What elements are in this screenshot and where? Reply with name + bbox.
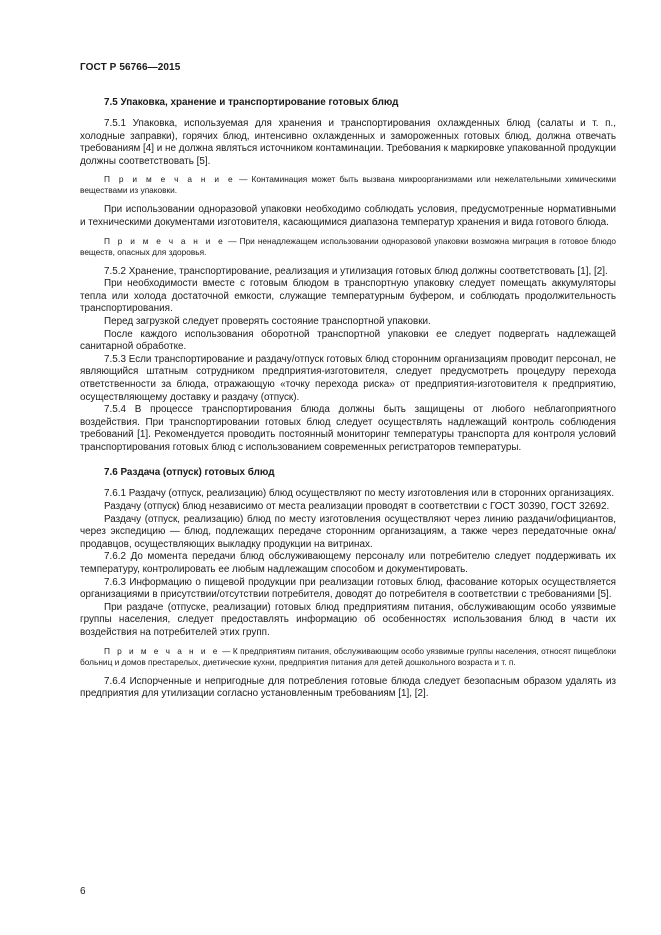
section-title: 7.5 Упаковка, хранение и транспортирование готовых блюд <box>104 97 399 108</box>
paragraph: 7.5.4 В процессе транспортирования блюда должны быть защищены от любого неблагоприятного воздействия. При транспортировании готовых блюд следует осуществлять надлежащий контроль соблюдения требований [1]. Рекомендуется проводить постоянный мониторинг температуры транспорта для контроля условий транспортирования готовых блюд с использованием современных регистраторов температуры. <box>80 404 616 453</box>
paragraph: Раздачу (отпуск, реализацию) блюд по месту изготовления осуществляют через линию раздачи/официантов, через экспедицию — блюд, подлежащих передаче сторонним организациям, а также через передаточные окна/продавцов, осуществляющих выкладку продукции на витринах. <box>80 513 616 550</box>
section-title: 7.6 Раздача (отпуск) готовых блюд <box>104 467 275 479</box>
note-label: П р и м е ч а н и е <box>104 645 220 656</box>
note <box>80 646 616 668</box>
document-body <box>80 88 616 701</box>
paragraph: После каждого использования оборотной транспортной упаковки ее следует подвергать надлежащей санитарной обработке. <box>80 328 616 353</box>
note-label: П р и м е ч а н и е <box>104 174 235 185</box>
paragraph: 7.6.1 Раздачу (отпуск, реализацию) блюд осуществляют по месту изготовления или в сторонних организациях. <box>104 488 615 500</box>
note <box>80 236 616 258</box>
paragraph: Перед загрузкой следует проверять состояние транспортной упаковки. <box>104 315 431 327</box>
note <box>80 174 616 196</box>
paragraph: 7.6.4 Испорченные и непригодные для потребления готовые блюда следует безопасным образом удалять из предприятия для утилизации согласно установленным требованиям [1], [2]. <box>80 675 616 700</box>
paragraph: 7.6.2 До момента передачи блюд обслуживающему персоналу или потребителю следует поддерживать их температуру, контролировать ее любым надлежащим способом и документировать. <box>80 551 616 576</box>
document-header: ГОСТ Р 56766—2015 <box>80 62 181 73</box>
note-text: — К предприятиям питания, обслуживающим особо уязвимые группы населения, относят пищеблоки больниц и домов престарелых, диетические кухни, предприятия питания для детей дошкольного возраста и т. п. <box>80 645 616 667</box>
paragraph: Раздачу (отпуск) блюд независимо от места реализации проводят в соответствии с ГОСТ 30390, ГОСТ 32692. <box>104 501 610 513</box>
note-text: — При ненадлежащем использовании одноразовой упаковки возможна миграция в готовое блюдо веществ, опасных для здоровья. <box>80 235 616 257</box>
paragraph: 7.5.3 Если транспортирование и раздачу/отпуск готовых блюд сторонним организациям проводит персонал, не являющийся штатным сотрудником предприятия-изготовителя, следует предусмотреть процедуру перехода ответственности за блюда, отражающую «точку перехода риска» от предприятия-изготовителя к предприятию, осуществляющему доставку и раздачу (отпуск). <box>80 353 616 403</box>
note-text: — Контаминация может быть вызвана микроорганизмами или нежелательными химическими веществами из упаковки. <box>80 174 616 196</box>
paragraph: При необходимости вместе с готовым блюдом в транспортную упаковку следует помещать аккумуляторы тепла или холода достаточной емкости, служащие температурным буфером, и соблюдать продолжительность транспортирования. <box>80 278 616 315</box>
paragraph: При использовании одноразовой упаковки необходимо соблюдать условия, предусмотренные нормативными и техническими документами изготовителя, касающимися диапазона температур хранения и вида готового блюда. <box>80 204 616 228</box>
paragraph: 7.5.1 Упаковка, используемая для хранения и транспортирования охлажденных блюд (салаты и т. п., холодные заправки), горячих блюд, интенсивно охлажденных и замороженных готовых блюд, должна отвечать требованиям [4] и не должна являться источником контаминации. Требования к маркировке упакованной продукции должны соответствовать [5]. <box>80 118 616 167</box>
paragraph: При раздаче (отпуске, реализации) готовых блюд предприятиям питания, обслуживающим особо уязвимые группы населения, следует предоставлять информацию об особенностях использования блюд в части их воздействия на потребителей этих групп. <box>80 601 616 638</box>
paragraph: 7.5.2 Хранение, транспортирование, реализация и утилизация готовых блюд должны соответствовать [1], [2]. <box>104 265 608 277</box>
paragraph: 7.6.3 Информацию о пищевой продукции при реализации готовых блюд, фасование которых осуществляется организациями в присутствии/отсутствии потребителя, доводят до потребителя в соответствии с требованиями [5]. <box>80 576 616 601</box>
note-label: П р и м е ч а н и е <box>104 235 226 246</box>
page-number: 6 <box>80 886 86 897</box>
